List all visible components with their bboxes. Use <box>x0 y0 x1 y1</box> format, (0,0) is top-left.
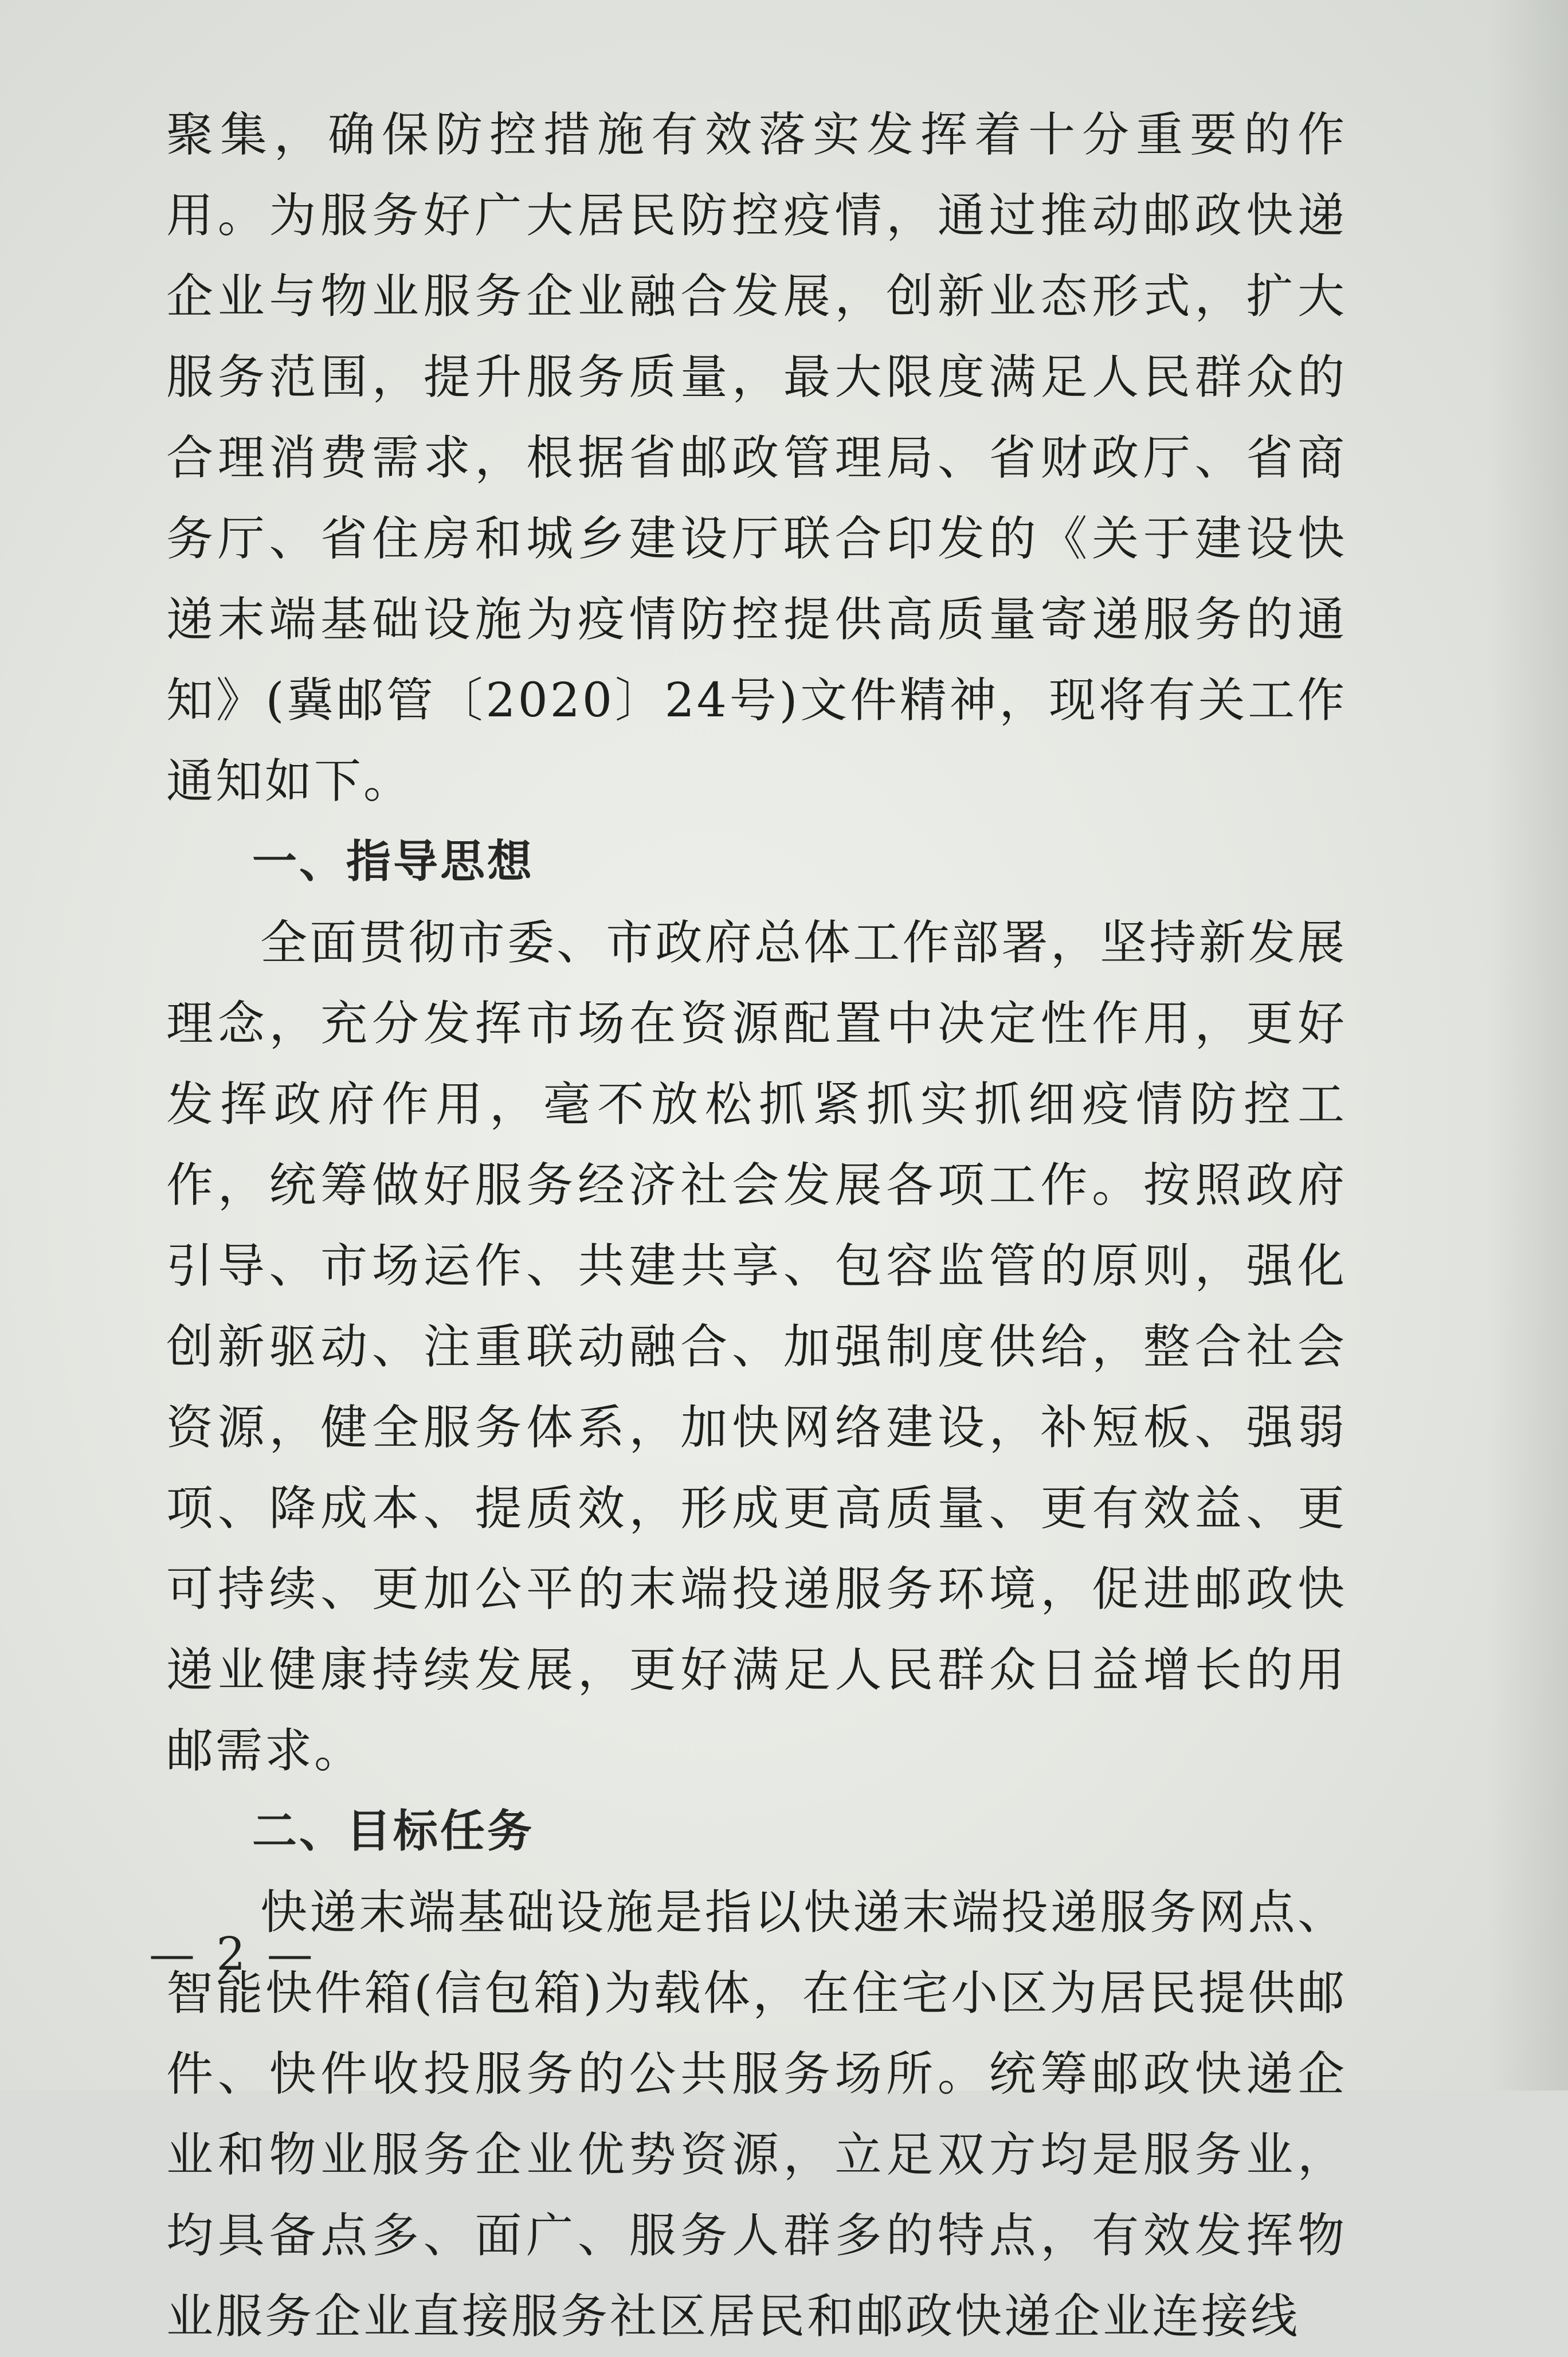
paragraph-intro: 聚集，确保防控措施有效落实发挥着十分重要的作用。为服务好广大居民防控疫情，通过推动邮政快递企业与物业服务企业融合发展，创新业态形式，扩大服务范围，提升服务质量，最大限度满足人民群众的合理消费需求，根据省邮政管理局、省财政厅、省商务厅、省住房和城乡建设厅联合印发的《关于建设快递末端基础设施为疫情防控提供高质量寄递服务的通知》(冀邮管〔2020〕24号)文件精神，现将有关工作通知如下。 <box>166 108 1347 809</box>
page-number: — 2 — <box>149 1927 316 1980</box>
page-shadow <box>1488 0 1568 2091</box>
heading-goals-tasks: 二、目标任务 <box>252 1806 535 1857</box>
heading-guiding-ideology: 一、指导思想 <box>252 836 535 888</box>
paragraph-goals-tasks: 快递末端基础设施是指以快递末端投递服务网点、智能快件箱(信包箱)为载体，在住宅小区为居民提供邮件、快件收投服务的公共服务场所。统筹邮政快递企业和物业服务企业优势资源，立足双方均是服务业，均具备点多、面广、服务人群多的特点，有效发挥物业服务企业直接服务社区居民和邮政快递企业连接线 <box>166 1885 1347 2344</box>
document-body <box>166 95 1347 2357</box>
paragraph-guiding-ideology: 全面贯彻市委、市政府总体工作部署，坚持新发展理念，充分发挥市场在资源配置中决定性作用，更好发挥政府作用，毫不放松抓紧抓实抓细疫情防控工作，统筹做好服务经济社会发展各项工作。按照政府引导、市场运作、共建共享、包容监管的原则，强化创新驱动、注重联动融合、加强制度供给，整合社会资源，健全服务体系，加快网络建设，补短板、强弱项、降成本、提质效，形成更高质量、更有效益、更可持续、更加公平的末端投递服务环境，促进邮政快递业健康持续发展，更好满足人民群众日益增长的用邮需求。 <box>166 916 1347 1778</box>
